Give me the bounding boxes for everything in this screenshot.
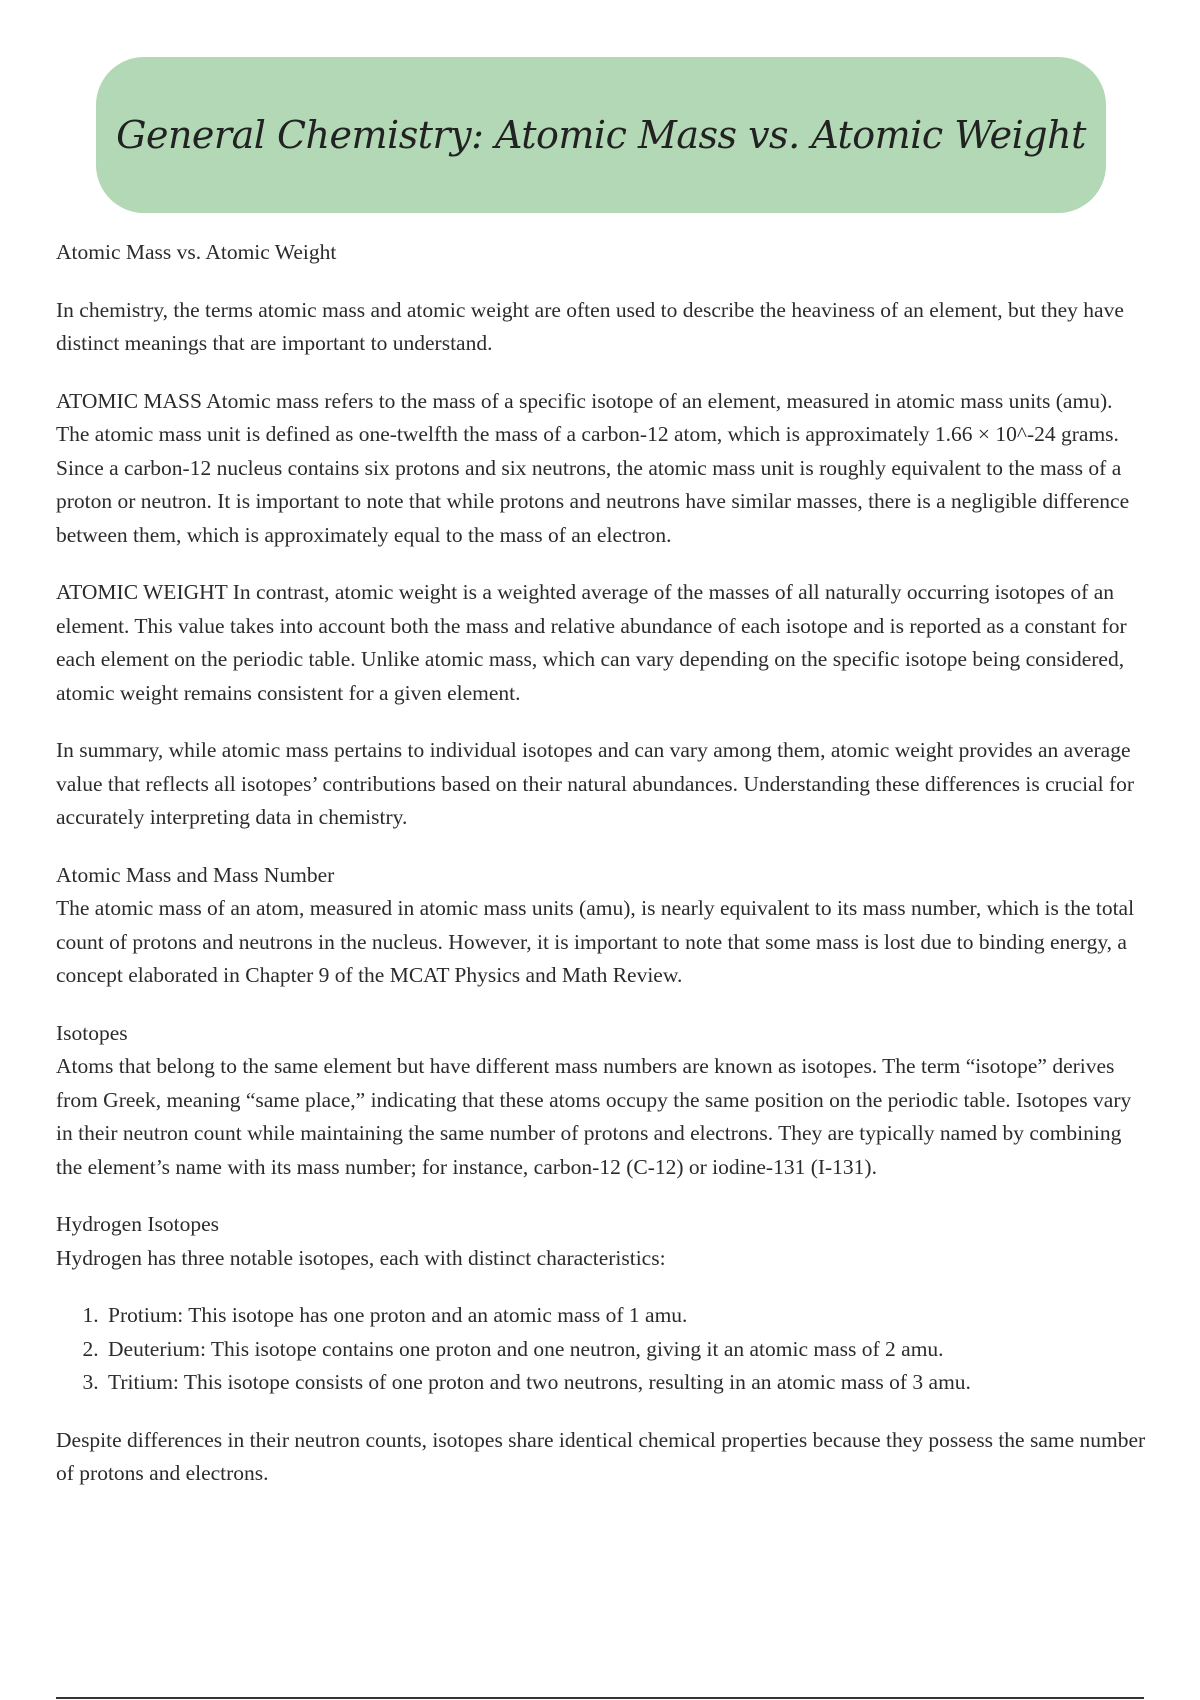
section-title: Atomic Mass vs. Atomic Weight	[56, 240, 337, 264]
mass-number-heading: Atomic Mass and Mass Number	[56, 862, 335, 887]
hydrogen-isotopes-intro: Hydrogen has three notable isotopes, each with distinct characteristics:	[56, 1245, 666, 1270]
hydrogen-isotopes-heading: Hydrogen Isotopes	[56, 1212, 220, 1236]
summary-paragraph: In summary, while atomic mass pertains to individual isotopes and can vary among them, atomic weight provides an average value that reflects all isotopes’ contributions based on their natural abundances. Understanding these differences is crucial for accurately interpreting data in chemistry.	[56, 738, 1135, 829]
atomic-mass-paragraph: ATOMIC MASS Atomic mass refers to the mass of a specific isotope of an element, measured in atomic mass units (amu). The atomic mass unit is defined as one-twelfth the mass of a carbon-12 atom, which is approximately 1.66 × 10^-24 grams. Since a carbon-12 nucleus contains six protons and six neutrons, the atomic mass unit is roughly equivalent to the mass of a proton or neutron. It is important to note that while protons and neutrons have similar masses, there is a negligible difference between them, which is approximately equal to the mass of an electron.	[56, 388, 1130, 547]
intro-paragraph: In chemistry, the terms atomic mass and atomic weight are often used to describe the heaviness of an element, but they have distinct meanings that are important to understand.	[56, 297, 1124, 355]
document-body	[56, 236, 1146, 1491]
page-title: General Chemistry: Atomic Mass vs. Atomic Weight	[116, 113, 1086, 157]
list-item: 3. Tritium: This isotope consists of one proton and two neutrons, resulting in an atomic mass of 3 amu.	[104, 1366, 1146, 1400]
closing-paragraph: Despite differences in their neutron counts, isotopes share identical chemical properties because they possess the same number of protons and electrons.	[56, 1427, 1146, 1485]
mass-number-paragraph: The atomic mass of an atom, measured in atomic mass units (amu), is nearly equivalent to its mass number, which is the total count of protons and neutrons in the nucleus. However, it is important to note that some mass is lost due to binding energy, a concept elaborated in Chapter 9 of the MCAT Physics and Math Review.	[56, 896, 1135, 987]
footer-divider	[56, 1697, 1144, 1699]
list-item: 1. Protium: This isotope has one proton and an atomic mass of 1 amu.	[104, 1299, 1146, 1333]
isotopes-paragraph: Atoms that belong to the same element but have different mass numbers are known as isotopes. The term “isotope” derives from Greek, meaning “same place,” indicating that these atoms occupy the same position on the periodic table. Isotopes vary in their neutron count while maintaining the same number of protons and electrons. They are typically named by combining the element’s name with its mass number; for instance, carbon-12 (C-12) or iodine-131 (I-131).	[56, 1054, 1132, 1179]
atomic-weight-paragraph: ATOMIC WEIGHT In contrast, atomic weight is a weighted average of the masses of all naturally occurring isotopes of an element. This value takes into account both the mass and relative abundance of each isotope and is reported as a constant for each element on the periodic table. Unlike atomic mass, which can vary depending on the specific isotope being considered, atomic weight remains consistent for a given element.	[56, 580, 1127, 705]
list-item: 2. Deuterium: This isotope contains one proton and one neutron, giving it an atomic mass of 2 amu.	[104, 1333, 1146, 1367]
isotopes-heading: Isotopes	[56, 1020, 128, 1045]
title-banner	[96, 57, 1106, 213]
hydrogen-isotopes-list	[56, 1299, 1146, 1400]
